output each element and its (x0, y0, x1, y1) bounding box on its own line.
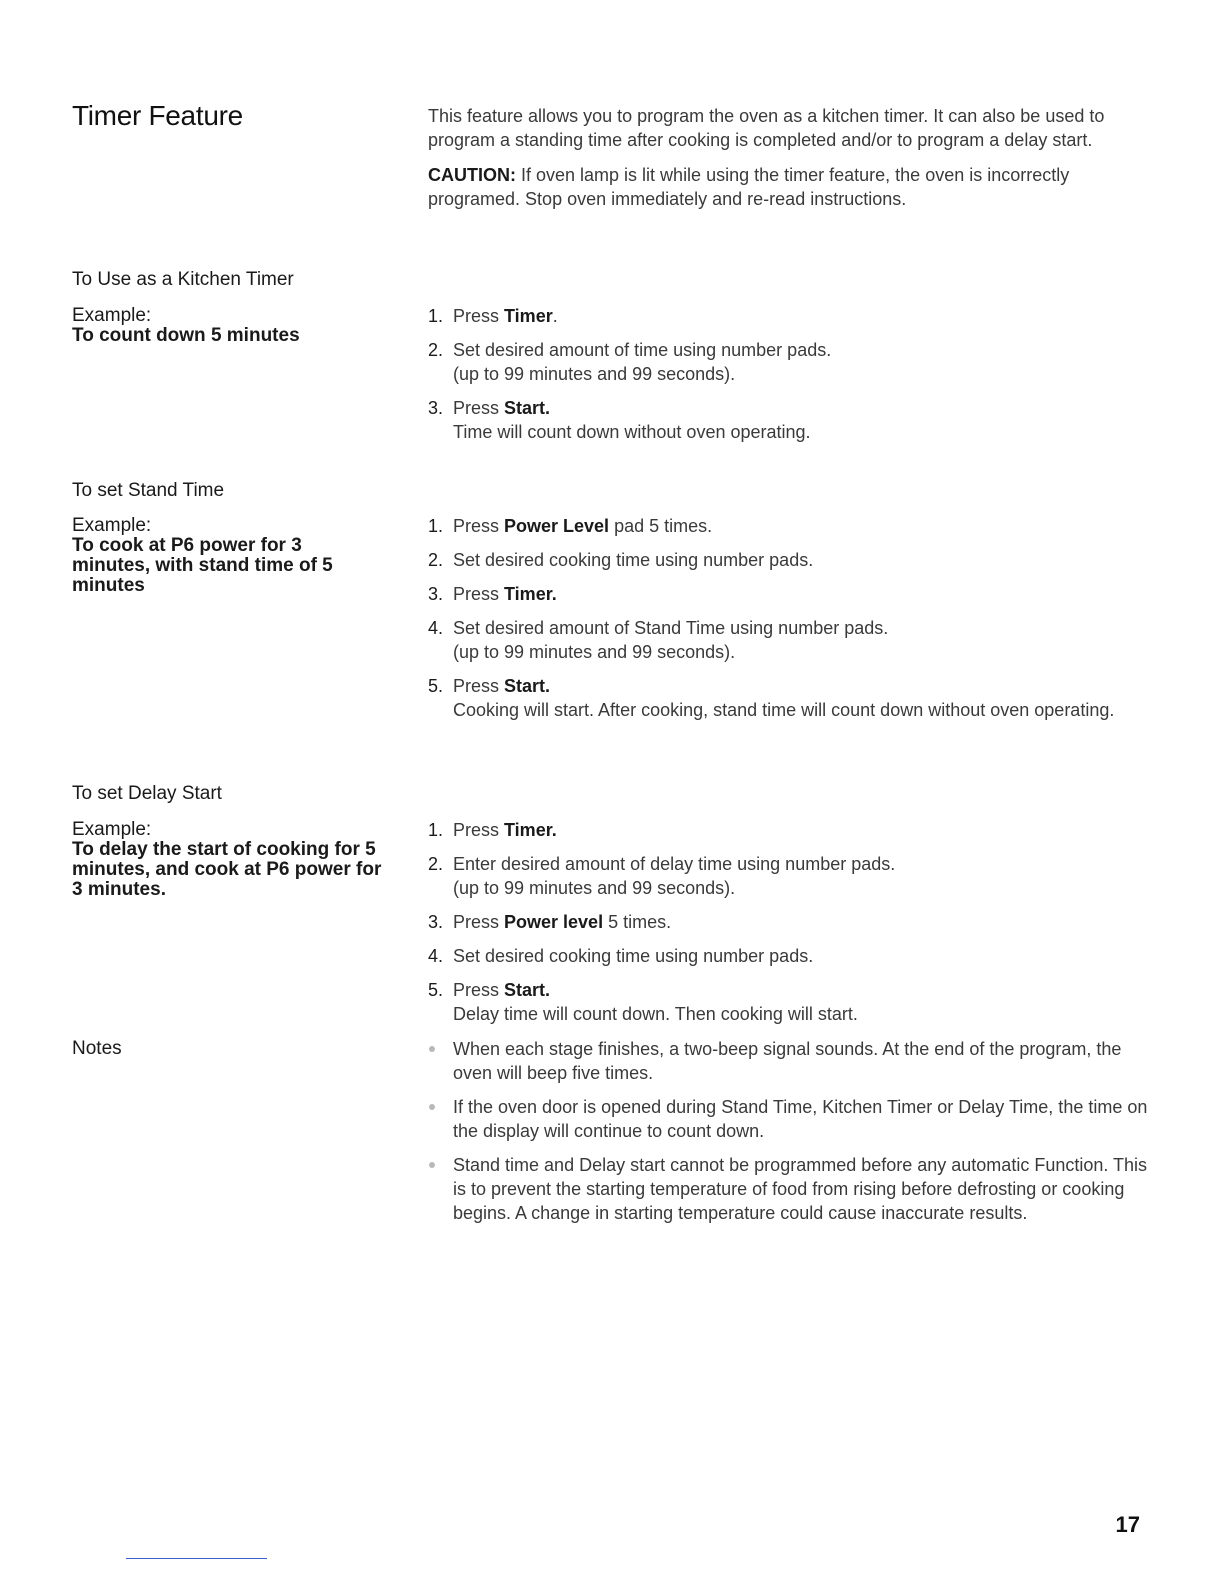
step-keyword: Power level (504, 912, 604, 932)
step-number: 3. (428, 584, 444, 604)
step-item (428, 944, 1148, 968)
example-text: To cook at P6 power for 3 minutes, with stand time of 5 minutes (72, 535, 333, 596)
step-detail: Time will count down without oven operating. (453, 422, 811, 442)
page-number: 17 (1115, 1512, 1140, 1537)
step-item (428, 548, 1148, 572)
step-number: 4. (428, 946, 444, 966)
step-text: Press Start. (453, 398, 551, 418)
delay-start-example (72, 820, 392, 900)
step-text: Enter desired amount of delay time using number pads. (453, 854, 896, 874)
step-number: 3. (428, 912, 444, 932)
step-detail: (up to 99 minutes and 99 seconds). (453, 364, 736, 384)
step-item (428, 304, 1148, 328)
step-number: 1. (428, 820, 444, 840)
step-keyword: Timer (504, 306, 553, 326)
note-item (428, 1037, 1148, 1085)
stand-time-heading: To set Stand Time (72, 480, 225, 501)
step-item (428, 978, 1148, 1026)
step-item (428, 396, 1148, 444)
step-item (428, 338, 1148, 386)
step-text: Press Start. (453, 980, 551, 1000)
example-text: To delay the start of cooking for 5 minutes, and cook at P6 power for 3 minutes. (72, 839, 382, 900)
note-text: When each stage finishes, a two-beep signal sounds. At the end of the program, the oven will beep five times. (453, 1039, 1122, 1083)
step-text: Press Timer. (453, 306, 558, 326)
intro-text: This feature allows you to program the oven as a kitchen timer. It can also be used to program a standing time after cooking is completed and/or to program a delay start. (428, 106, 1105, 150)
stand-time-example (72, 516, 362, 596)
step-text: Press Power level 5 times. (453, 912, 672, 932)
page-title: Timer Feature (72, 100, 243, 131)
step-item (428, 582, 1148, 606)
caution-label: CAUTION: (428, 165, 516, 185)
example-text: To count down 5 minutes (72, 325, 300, 346)
example-label: Example: (72, 515, 152, 536)
step-detail: (up to 99 minutes and 99 seconds). (453, 878, 736, 898)
kitchen-timer-heading: To Use as a Kitchen Timer (72, 269, 294, 290)
step-number: 4. (428, 618, 444, 638)
step-keyword: Start. (504, 980, 551, 1000)
step-number: 2. (428, 550, 444, 570)
step-number: 1. (428, 306, 444, 326)
step-text: Press Power Level pad 5 times. (453, 516, 713, 536)
delay-start-steps (428, 818, 1148, 1036)
intro-block (428, 104, 1148, 222)
bullet-icon (429, 1162, 435, 1168)
step-number: 2. (428, 340, 444, 360)
step-detail: Cooking will start. After cooking, stand time will count down without oven operating. (453, 700, 1115, 720)
note-text: If the oven door is opened during Stand Time, Kitchen Timer or Delay Time, the time on the display will continue to count down. (453, 1097, 1148, 1141)
step-item (428, 910, 1148, 934)
notes-list (428, 1037, 1148, 1235)
note-item (428, 1153, 1148, 1225)
example-label: Example: (72, 819, 152, 840)
stand-time-steps (428, 514, 1148, 732)
step-text: Press Timer. (453, 584, 557, 604)
footer-divider (126, 1558, 267, 1559)
step-text: Set desired cooking time using number pads. (453, 550, 814, 570)
step-number: 2. (428, 854, 444, 874)
step-number: 5. (428, 676, 444, 696)
delay-start-heading: To set Delay Start (72, 783, 222, 804)
step-keyword: Start. (504, 398, 551, 418)
step-item (428, 818, 1148, 842)
step-number: 3. (428, 398, 444, 418)
step-text: Set desired cooking time using number pads. (453, 946, 814, 966)
step-text: Press Timer. (453, 820, 557, 840)
step-keyword: Start. (504, 676, 551, 696)
step-number: 5. (428, 980, 444, 1000)
step-detail: Delay time will count down. Then cooking will start. (453, 1004, 858, 1024)
step-keyword: Timer. (504, 820, 557, 840)
caution-body: If oven lamp is lit while using the timer feature, the oven is incorrectly programed. Stop oven immediately and re-read instructions. (428, 165, 1070, 209)
bullet-icon (429, 1046, 435, 1052)
step-item (428, 674, 1148, 722)
note-text: Stand time and Delay start cannot be programmed before any automatic Function. This is to prevent the starting temperature of food from rising before defrosting or cooking begins. A change in starting temperature could cause inaccurate results. (453, 1155, 1148, 1223)
step-keyword: Power Level (504, 516, 610, 536)
caution-text (428, 163, 1148, 211)
kitchen-timer-example (72, 306, 402, 346)
step-text: Set desired amount of time using number pads. (453, 340, 832, 360)
step-item (428, 852, 1148, 900)
step-text: Press Start. (453, 676, 551, 696)
example-label: Example: (72, 305, 152, 326)
step-detail: (up to 99 minutes and 99 seconds). (453, 642, 736, 662)
step-number: 1. (428, 516, 444, 536)
step-text: Set desired amount of Stand Time using number pads. (453, 618, 889, 638)
notes-heading: Notes (72, 1038, 122, 1059)
kitchen-timer-steps (428, 304, 1148, 454)
bullet-icon (429, 1104, 435, 1110)
step-item (428, 514, 1148, 538)
step-keyword: Timer. (504, 584, 557, 604)
step-item (428, 616, 1148, 664)
note-item (428, 1095, 1148, 1143)
